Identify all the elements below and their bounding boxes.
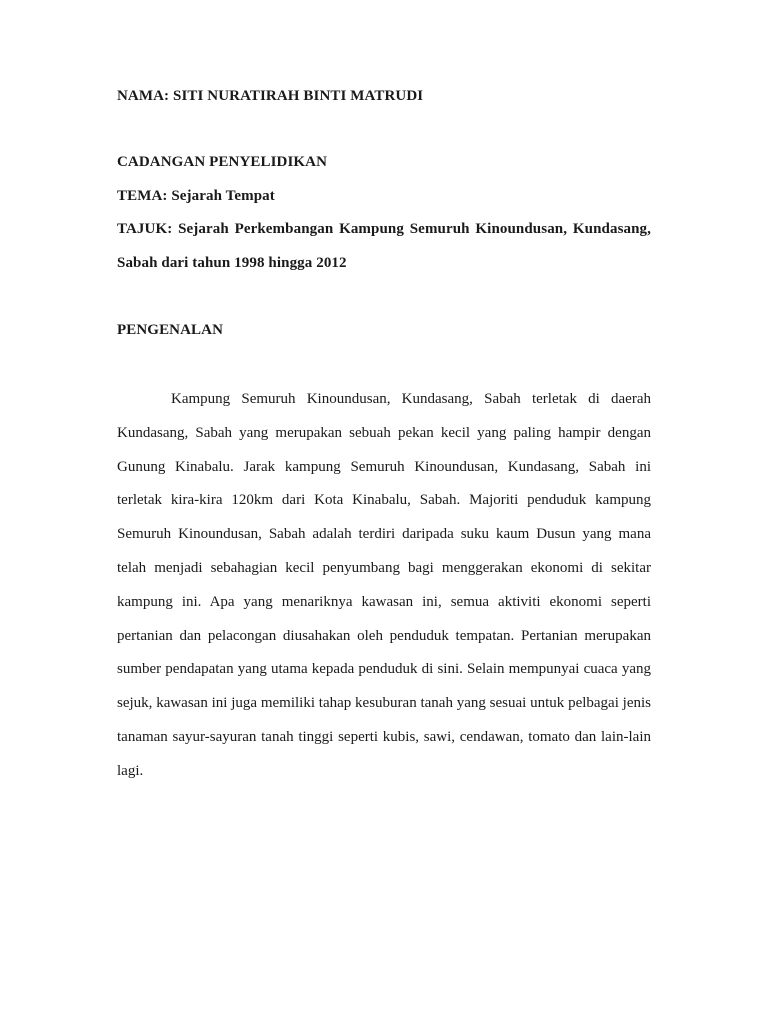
intro-paragraph: Kampung Semuruh Kinoundusan, Kundasang, Sabah terletak di daerah Kundasang, Sabah yang merupakan sebuah pekan kecil yang paling hampir dengan Gunung Kinabalu. Jarak kampung Semuruh Kinoundusan, Kundasang, Sabah ini terletak kira-kira 120km dari Kota Kinabalu, Sabah. Majoriti penduduk kampung Semuruh Kinoundusan, Sabah adalah terdiri daripada suku kaum Dusun yang mana telah menjadi sebahagian kecil penyumbang bagi menggerakan ekonomi di sekitar kampung ini. Apa yang menariknya kawasan ini, semua aktiviti ekonomi seperti pertanian dan pelacongan diusahakan oleh penduduk tempatan. Pertanian merupakan sumber pendapatan yang utama kepada penduduk di sini. Selain mempunyai cuaca yang sejuk, kawasan ini juga memiliki tahap kesuburan tanah yang sesuai untuk pelbagai jenis tanaman sayur-sayuran tanah tinggi seperti kubis, sawi, cendawan, tomato dan lain-lain lagi.: [117, 391, 651, 779]
intro-heading: PENGENALAN: [117, 322, 224, 338]
section-title: CADANGAN PENYELIDIKAN: [117, 154, 328, 170]
title-line-2: Sabah dari tahun 1998 hingga 2012: [117, 255, 347, 271]
student-name-line: NAMA: SITI NURATIRAH BINTI MATRUDI: [117, 88, 424, 104]
theme-line: TEMA: Sejarah Tempat: [117, 188, 275, 204]
title-line-1: TAJUK: Sejarah Perkembangan Kampung Semuruh Kinoundusan, Kundasang,: [117, 221, 651, 237]
